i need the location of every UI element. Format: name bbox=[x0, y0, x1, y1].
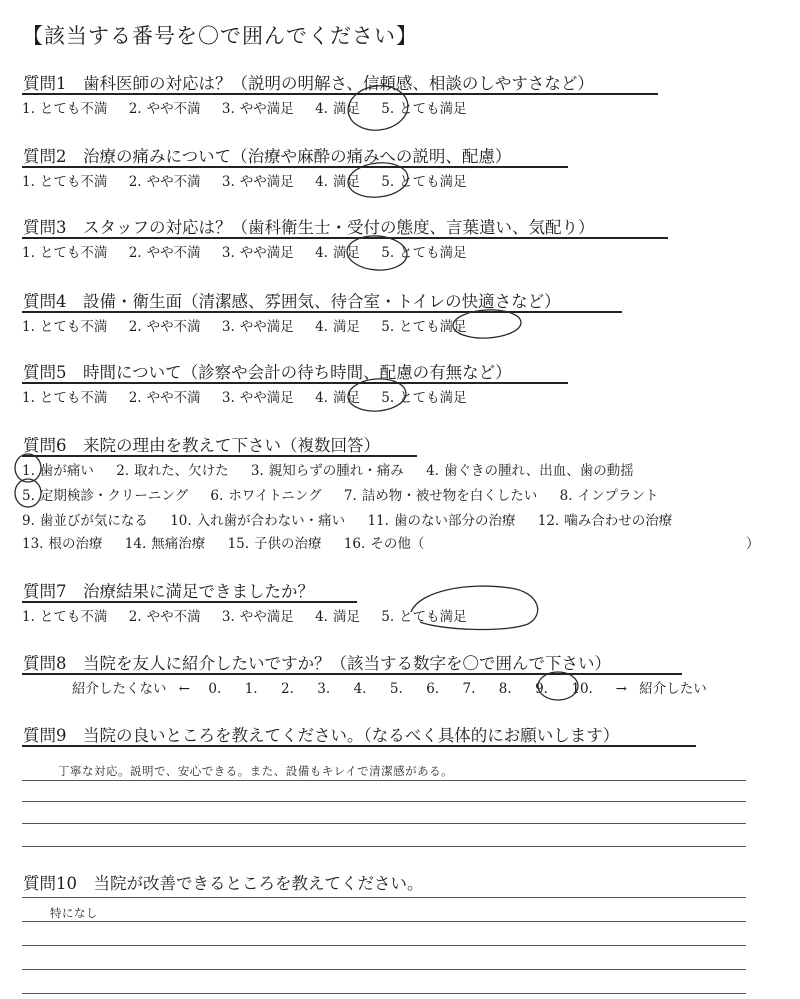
form-header: 【該当する番号を〇で囲んでください】 bbox=[22, 24, 418, 48]
q1-option-1[interactable]: 1. とても不満 bbox=[22, 101, 108, 117]
q1-option-4[interactable]: 4. 満足 bbox=[315, 101, 360, 117]
q8-scale-0[interactable]: 0. bbox=[208, 681, 222, 697]
q6-option-6[interactable]: 6. ホワイトニング bbox=[210, 488, 322, 504]
q1-option-5[interactable]: 5. とても満足 bbox=[381, 101, 467, 117]
q8-scale-2[interactable]: 2. bbox=[281, 681, 294, 697]
q3-option-1[interactable]: 1. とても不満 bbox=[22, 245, 108, 261]
question-9-title: 質問9 当院の良いところを教えてください。（なるべく具体的にお願いします） bbox=[23, 726, 620, 745]
question-10-title: 質問10 当院が改善できるところを教えてください。 bbox=[23, 874, 424, 893]
q3-option-3[interactable]: 3. やや満足 bbox=[221, 245, 294, 261]
question-1-underline bbox=[22, 93, 658, 95]
q8-scale-8[interactable]: 8. bbox=[498, 681, 512, 697]
q9-answer-line-3 bbox=[22, 823, 746, 824]
q6-option-9[interactable]: 9. 歯並びが気になる bbox=[22, 513, 148, 529]
q4-option-4[interactable]: 4. 満足 bbox=[315, 319, 360, 335]
q10-answer-line-1 bbox=[22, 897, 746, 898]
q6-option-8[interactable]: 8. インプラント bbox=[559, 488, 659, 504]
q6-option-14[interactable]: 14. 無痛治療 bbox=[124, 536, 206, 552]
question-3-options bbox=[22, 241, 484, 261]
q7-option-1[interactable]: 1. とても不満 bbox=[22, 609, 108, 625]
q2-option-3[interactable]: 3. やや満足 bbox=[221, 174, 294, 190]
q2-option-4[interactable]: 4. 満足 bbox=[315, 174, 360, 190]
q6-option-7[interactable]: 7. 詰め物・被せ物を白くしたい bbox=[343, 488, 538, 504]
q9-handwritten-answer[interactable]: 丁寧な対応。説明で、安心できる。また、設備もキレイで清潔感がある。 bbox=[58, 764, 454, 778]
q6-other-close-paren: ） bbox=[746, 536, 760, 552]
question-2-underline bbox=[22, 166, 568, 168]
question-4-underline bbox=[22, 311, 622, 313]
question-6-row-1 bbox=[22, 459, 652, 479]
q8-scale-6[interactable]: 6. bbox=[426, 681, 440, 697]
q8-scale-1[interactable]: 1. bbox=[244, 681, 258, 697]
q6-option-16[interactable]: 16. その他（ bbox=[343, 536, 425, 552]
question-5-options bbox=[22, 386, 484, 406]
q6-option-4[interactable]: 4. 歯ぐきの腫れ、出血、歯の動揺 bbox=[426, 463, 634, 479]
question-6-title: 質問6 来院の理由を教えて下さい（複数回答） bbox=[23, 436, 380, 455]
q6-option-12[interactable]: 12. 噛み合わせの治療 bbox=[537, 513, 673, 529]
q8-left-arrow: ← bbox=[178, 681, 191, 697]
q5-option-2[interactable]: 2. やや不満 bbox=[128, 390, 201, 406]
q6-option-3[interactable]: 3. 親知らずの腫れ・痛み bbox=[250, 463, 404, 479]
q7-option-2[interactable]: 2. やや不満 bbox=[128, 609, 201, 625]
q8-left-label: 紹介したくない bbox=[72, 681, 167, 697]
question-4-title: 質問4 設備・衛生面（清潔感、雰囲気、待合室・トイレの快適さなど） bbox=[23, 292, 561, 311]
q5-option-4[interactable]: 4. 満足 bbox=[315, 390, 360, 406]
question-3-title: 質問3 スタッフの対応は？（歯科衛生士・受付の態度、言葉遣い、気配り） bbox=[23, 218, 595, 237]
q10-answer-line-4 bbox=[22, 969, 746, 970]
q8-scale-10[interactable]: 10. bbox=[571, 681, 593, 697]
question-6-row-4 bbox=[22, 532, 442, 552]
q9-answer-line-1 bbox=[22, 780, 746, 781]
q10-answer-line-2 bbox=[22, 921, 746, 922]
question-1-options bbox=[22, 97, 484, 117]
q8-scale-7[interactable]: 7. bbox=[462, 681, 476, 697]
q7-option-4[interactable]: 4. 満足 bbox=[315, 609, 360, 625]
q8-scale-5[interactable]: 5. bbox=[389, 681, 403, 697]
q1-option-2[interactable]: 2. やや不満 bbox=[128, 101, 201, 117]
question-1-title: 質問1 歯科医師の対応は？（説明の明解さ、信頼感、相談のしやすさなど） bbox=[23, 74, 594, 93]
q5-option-3[interactable]: 3. やや満足 bbox=[221, 390, 294, 406]
q6-option-1[interactable]: 1. 歯が痛い bbox=[22, 463, 94, 479]
question-7-underline bbox=[22, 601, 357, 603]
question-7-options bbox=[22, 605, 484, 625]
q4-option-5[interactable]: 5. とても満足 bbox=[381, 319, 467, 335]
q3-option-4[interactable]: 4. 満足 bbox=[315, 245, 360, 261]
q7-option-3[interactable]: 3. やや満足 bbox=[221, 609, 294, 625]
question-5-underline bbox=[22, 382, 568, 384]
q4-option-2[interactable]: 2. やや不満 bbox=[128, 319, 201, 335]
q8-right-arrow: → bbox=[615, 681, 627, 697]
q10-handwritten-answer[interactable]: 特になし bbox=[50, 906, 98, 920]
question-6-row-2 bbox=[22, 484, 676, 504]
question-8-underline bbox=[22, 673, 682, 675]
q8-scale-4[interactable]: 4. bbox=[353, 681, 367, 697]
question-6-row-3 bbox=[22, 509, 690, 529]
question-4-options bbox=[22, 315, 484, 335]
q6-option-11[interactable]: 11. 歯のない部分の治療 bbox=[367, 513, 516, 529]
question-8-title: 質問8 当院を友人に紹介したいですか？（該当する数字を〇で囲んで下さい） bbox=[23, 654, 611, 673]
q5-option-1[interactable]: 1. とても不満 bbox=[22, 390, 108, 406]
q4-option-3[interactable]: 3. やや満足 bbox=[221, 319, 294, 335]
q9-answer-line-4 bbox=[22, 846, 746, 847]
question-2-title: 質問2 治療の痛みについて（治療や麻酔の痛みへの説明、配慮） bbox=[23, 147, 512, 166]
q8-scale-9[interactable]: 9. bbox=[535, 681, 548, 697]
q6-option-13[interactable]: 13. 根の治療 bbox=[22, 536, 103, 552]
question-8-scale bbox=[72, 677, 707, 697]
question-5-title: 質問5 時間について（診察や会計の待ち時間、配慮の有無など） bbox=[23, 363, 512, 382]
q5-option-5[interactable]: 5. とても満足 bbox=[381, 390, 467, 406]
q2-option-5[interactable]: 5. とても満足 bbox=[381, 174, 467, 190]
question-6-underline bbox=[22, 455, 417, 457]
q10-answer-line-5 bbox=[22, 993, 746, 994]
question-7-title: 質問7 治療結果に満足できましたか？ bbox=[23, 582, 314, 601]
q6-option-5[interactable]: 5. 定期検診・クリーニング bbox=[22, 488, 189, 504]
q6-option-15[interactable]: 15. 子供の治療 bbox=[227, 536, 322, 552]
q8-scale-3[interactable]: 3. bbox=[317, 681, 331, 697]
q4-option-1[interactable]: 1. とても不満 bbox=[22, 319, 108, 335]
q3-option-2[interactable]: 2. やや不満 bbox=[128, 245, 201, 261]
question-2-options bbox=[22, 170, 484, 190]
q6-option-2[interactable]: 2. 取れた、欠けた bbox=[116, 463, 229, 479]
q8-right-label: 紹介したい bbox=[639, 681, 707, 697]
q1-option-3[interactable]: 3. やや満足 bbox=[221, 101, 294, 117]
q7-option-5[interactable]: 5. とても満足 bbox=[381, 609, 467, 625]
question-3-underline bbox=[22, 237, 668, 239]
q2-option-1[interactable]: 1. とても不満 bbox=[22, 174, 108, 190]
question-9-underline bbox=[22, 745, 696, 747]
q10-answer-line-3 bbox=[22, 945, 746, 946]
q9-answer-line-2 bbox=[22, 801, 746, 802]
q3-option-5[interactable]: 5. とても満足 bbox=[381, 245, 467, 261]
q2-option-2[interactable]: 2. やや不満 bbox=[128, 174, 201, 190]
q6-option-10[interactable]: 10. 入れ歯が合わない・痛い bbox=[170, 513, 346, 529]
